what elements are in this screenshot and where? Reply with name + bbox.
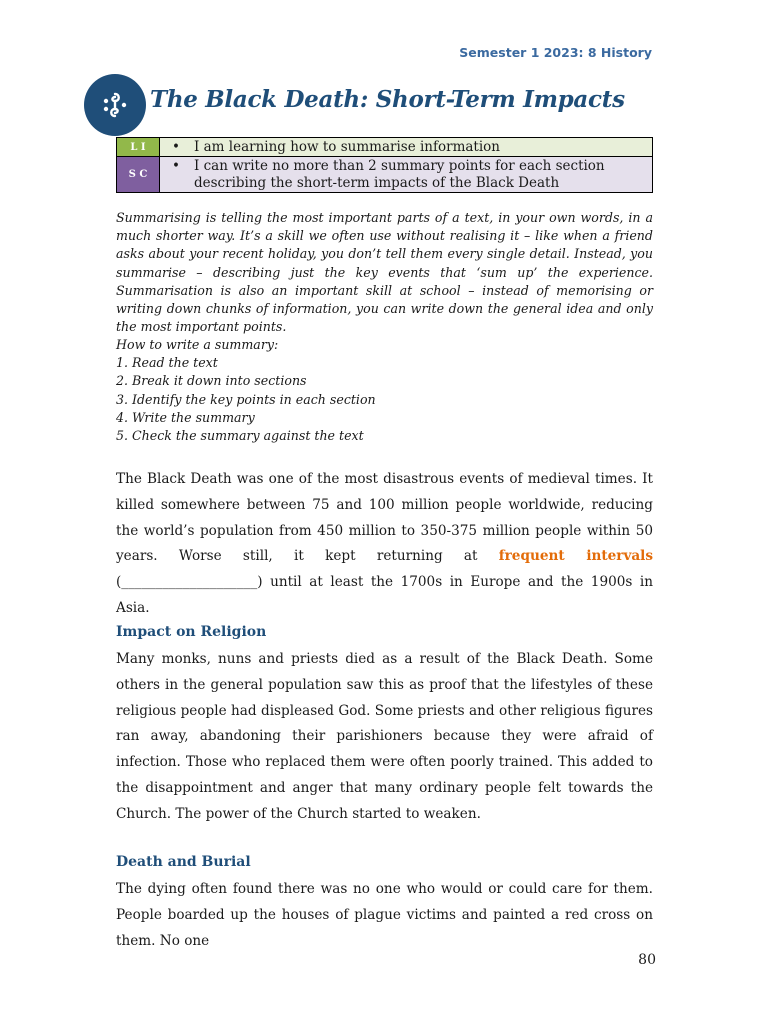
intro-paragraph bbox=[116, 467, 653, 622]
title-badge bbox=[84, 74, 146, 136]
intro-text-end: until at least the 1700s in Europe and the 1900s in Asia. bbox=[116, 574, 654, 616]
page-title: The Black Death: Short-Term Impacts bbox=[150, 86, 625, 113]
bullet-icon: • bbox=[172, 139, 180, 155]
steps-title: How to write a summary: bbox=[116, 337, 279, 352]
keyword-highlight: frequent intervals bbox=[498, 548, 653, 565]
li-tag: L I bbox=[117, 138, 160, 157]
course-header: Semester 1 2023: 8 History bbox=[459, 45, 652, 60]
learning-intentions-table bbox=[116, 137, 653, 193]
li-cell bbox=[160, 138, 653, 157]
sc-tag: S C bbox=[117, 157, 160, 193]
death-paragraph: The dying often found there was no one who would or could care for them. People boarded up the houses of plague victims and painted a red cross on them. No one bbox=[116, 881, 653, 949]
religion-heading: Impact on Religion bbox=[116, 624, 267, 640]
li-text: I am learning how to summarise information bbox=[194, 139, 500, 155]
step-item: 5. Check the summary against the text bbox=[116, 428, 364, 444]
page-number: 80 bbox=[638, 952, 656, 968]
summary-intro: Summarising is telling the most important parts of a text, in your own words, in a much shorter way. It’s a skill we often use without realising it – like when a friend asks about your recent holiday, you don’t tell them every single detail. Instead, you summarise – describing just the key events that ‘sum up’ the experience. Summarisation is also an important skill at school – instead of memorising or writing down chunks of information, you can write down the general idea and only the most important points. bbox=[116, 210, 653, 335]
sc-row bbox=[117, 157, 653, 193]
fill-in-blank[interactable]: (____________________) bbox=[116, 574, 271, 591]
step-item: 2. Break it down into sections bbox=[116, 373, 307, 389]
religion-paragraph: Many monks, nuns and priests died as a result of the Black Death. Some others in the general population saw this as proof that the lifestyles of these religious people had displeased God. Some priests and other religious figures ran away, abandoning their parishioners because they were afraid of infection. Those who replaced them were often poorly trained. This added to the disappointment and anger that many ordinary people felt towards the Church. The power of the Church started to weaken. bbox=[116, 651, 653, 822]
decorative-curl-icon bbox=[98, 88, 132, 122]
step-item: 1. Read the text bbox=[116, 355, 218, 371]
summary-steps bbox=[116, 336, 653, 445]
death-heading: Death and Burial bbox=[116, 854, 251, 870]
sc-cell bbox=[160, 157, 653, 193]
sc-text: I can write no more than 2 summary points for each section describing the short-term impacts of the Black Death bbox=[194, 158, 605, 191]
li-row bbox=[117, 138, 653, 157]
step-item: 4. Write the summary bbox=[116, 409, 255, 425]
step-item: 3. Identify the key points in each section bbox=[116, 391, 376, 407]
bullet-icon: • bbox=[172, 158, 180, 174]
intro-text: The Black Death was one of the most disastrous events of medieval times. It killed somewhere between 75 and 100 million people worldwide, reducing the world’s population from 450 million to 350-375 million people within 50 years. Worse still, it kept returning at bbox=[116, 471, 653, 565]
